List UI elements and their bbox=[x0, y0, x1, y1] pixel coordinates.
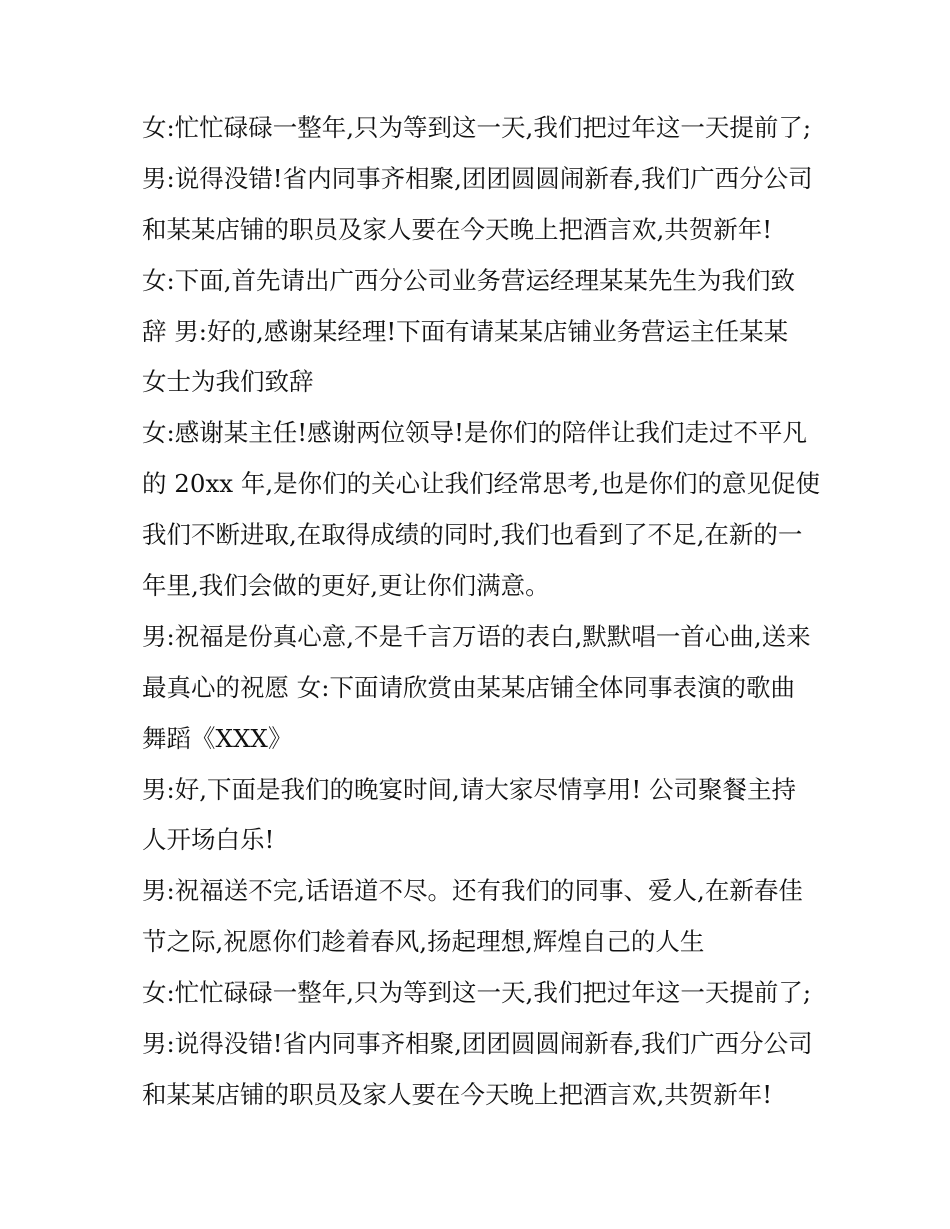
text-line: 舞蹈《XXX》 bbox=[142, 723, 293, 753]
text-line: 男:说得没错!省内同事齐相聚,团团圆圆闹新春,我们广西分公司 bbox=[142, 1029, 813, 1059]
document-body bbox=[142, 103, 822, 1121]
text-line: 年里,我们会做的更好,更让你们满意。 bbox=[142, 571, 550, 601]
text-line: 辞 男:好的,感谢某经理!下面有请某某店铺业务营运主任某某 bbox=[142, 316, 789, 346]
text-line: 和某某店铺的职员及家人要在今天晚上把酒言欢,共贺新年! bbox=[142, 214, 773, 244]
text-line: 女:忙忙碌碌一整年,只为等到这一天,我们把过年这一天提前了; bbox=[142, 978, 812, 1008]
text-line: 的 20xx 年,是你们的关心让我们经常思考,也是你们的意见促使 bbox=[142, 469, 820, 499]
text-line: 女士为我们致辞 bbox=[142, 367, 314, 397]
text-line: 男:说得没错!省内同事齐相聚,团团圆圆闹新春,我们广西分公司 bbox=[142, 163, 813, 193]
text-line: 男:好,下面是我们的晚宴时间,请大家尽情享用! 公司聚餐主持 bbox=[142, 774, 796, 804]
text-line: 男:祝福是份真心意,不是千言万语的表白,默默唱一首心曲,送来 bbox=[142, 621, 811, 651]
text-line: 男:祝福送不完,话语道不尽。还有我们的同事、爱人,在新春佳 bbox=[142, 876, 803, 906]
text-line: 和某某店铺的职员及家人要在今天晚上把酒言欢,共贺新年! bbox=[142, 1079, 773, 1109]
text-line: 女:忙忙碌碌一整年,只为等到这一天,我们把过年这一天提前了; bbox=[142, 113, 812, 142]
text-line: 节之际,祝愿你们趁着春风,扬起理想,辉煌自己的人生 bbox=[142, 927, 705, 957]
text-line: 女:下面,首先请出广西分公司业务营运经理某某先生为我们致 bbox=[142, 265, 796, 295]
text-line: 人开场白乐! bbox=[142, 825, 275, 855]
text-line: 我们不断进取,在取得成绩的同时,我们也看到了不足,在新的一 bbox=[142, 520, 803, 550]
text-line: 最真心的祝愿 女:下面请欣赏由某某店铺全体同事表演的歌曲 bbox=[142, 672, 796, 702]
text-line: 女:感谢某主任!感谢两位领导!是你们的陪伴让我们走过不平凡 bbox=[142, 418, 807, 448]
